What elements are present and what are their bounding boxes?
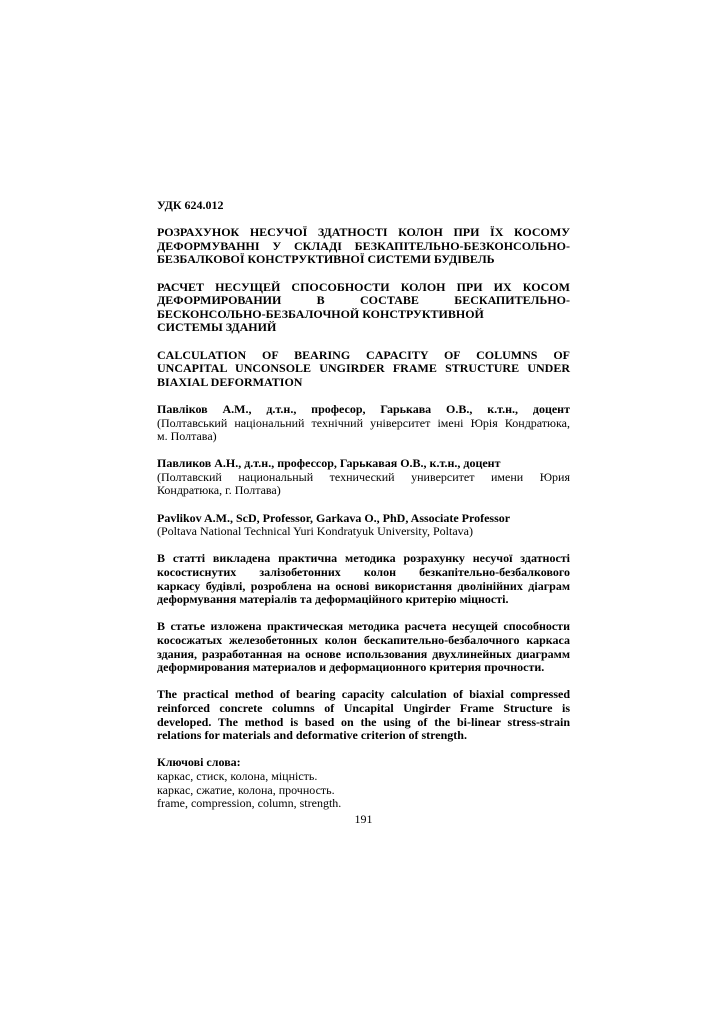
title-english-line: CALCULATION OF BEARING CAPACITY OF COLUMNS OF bbox=[157, 347, 570, 362]
keywords-russian: каркас, сжатие, колона, прочность. bbox=[157, 782, 335, 797]
title-russian-line: ДЕФОРМИРОВАНИИ В СОСТАВЕ БЕСКАПИТЕЛЬНО- bbox=[157, 293, 570, 308]
abstract-english-line: relations for materials and deformative criterion of strength. bbox=[157, 728, 467, 743]
udc-line: УДК 624.012 bbox=[157, 198, 224, 212]
keywords-block bbox=[157, 756, 570, 810]
abstract-ukrainian-line: деформування матеріалів та деформаційного критерію міцності. bbox=[157, 592, 509, 607]
authors-english-names: Pavlikov A.M., ScD, Professor, Garkava O., PhD, Associate Professor bbox=[157, 510, 511, 525]
abstract-ukrainian bbox=[157, 552, 570, 606]
authors-russian-affiliation: Кондратюка, г. Полтава) bbox=[157, 483, 281, 498]
keywords-ukrainian: каркас, стиск, колона, міцність. bbox=[157, 768, 318, 783]
title-ukrainian bbox=[157, 226, 570, 267]
abstract-ukrainian-line: косостиснутих залізобетонних колон безкапітельно-безбалкового bbox=[157, 565, 570, 580]
title-russian-line: РАСЧЕТ НЕСУЩЕЙ СПОСОБНОСТИ КОЛОН ПРИ ИХ КОСОМ bbox=[157, 279, 570, 294]
abstract-english-line: reinforced concrete columns of Uncapital Ungirder Frame Structure is bbox=[157, 700, 570, 715]
authors-ukrainian-affiliation: (Полтавський національний технічний університет імені Юрія Кондратюка, bbox=[157, 415, 570, 430]
page-number: 191 bbox=[354, 811, 373, 826]
title-ukrainian-line: ДЕФОРМУВАННІ У СКЛАДІ БЕЗКАПІТЕЛЬНО-БЕЗКОНСОЛЬНО- bbox=[157, 238, 570, 253]
abstract-english-line: developed. The method is based on the using of the bi-linear stress-strain bbox=[157, 714, 570, 729]
authors-ukrainian bbox=[157, 403, 570, 444]
keywords-heading: Ключові слова: bbox=[157, 755, 241, 770]
title-english-line: BIAXIAL DEFORMATION bbox=[157, 374, 303, 389]
abstract-ukrainian-line: каркасу будівлі, розроблена на основі використання дволінійних діаграм bbox=[157, 578, 570, 593]
abstract-english-line: The practical method of bearing capacity calculation of biaxial compressed bbox=[157, 687, 570, 702]
authors-russian-affiliation: (Полтавский национальный технический университет имени Юрия bbox=[157, 469, 570, 484]
authors-english-affiliation: (Poltava National Technical Yuri Kondratyuk University, Poltava) bbox=[157, 524, 473, 539]
udc-code bbox=[157, 199, 570, 213]
authors-ukrainian-affiliation: м. Полтава) bbox=[157, 429, 217, 444]
abstract-ukrainian-line: В статті викладена практична методика розрахунку несучої здатності bbox=[157, 551, 570, 566]
title-ukrainian-line: РОЗРАХУНОК НЕСУЧОЇ ЗДАТНОСТІ КОЛОН ПРИ ЇХ КОСОМУ bbox=[157, 225, 570, 240]
abstract-english bbox=[157, 688, 570, 742]
keywords-english: frame, compression, column, strength. bbox=[157, 796, 342, 811]
abstract-russian-line: В статье изложена практическая методика расчета несущей способности bbox=[157, 619, 570, 634]
authors-russian-names: Павликов А.Н., д.т.н., профессор, Гарькавая О.В., к.т.н., доцент bbox=[157, 456, 501, 471]
abstract-russian-line: деформирования материалов и деформационного критерия прочности. bbox=[157, 660, 545, 675]
title-russian-line: БЕСКОНСОЛЬНО-БЕЗБАЛОЧНОЙ КОНСТРУКТИВНОЙ bbox=[157, 306, 484, 321]
authors-ukrainian-names: Павліков А.М., д.т.н., професор, Гарькава О.В., к.т.н., доцент bbox=[157, 401, 570, 416]
page-content bbox=[157, 199, 570, 826]
abstract-russian bbox=[157, 620, 570, 674]
title-english bbox=[157, 349, 570, 390]
title-ukrainian-line: БЕЗБАЛКОВОЇ КОНСТРУКТИВНОЇ СИСТЕМИ БУДІВЕЛЬ bbox=[157, 252, 495, 267]
authors-english bbox=[157, 512, 570, 539]
title-english-line: UNCAPITAL UNCONSOLE UNGIRDER FRAME STRUCTURE UNDER bbox=[157, 361, 570, 376]
title-russian-line: СИСТЕМЫ ЗДАНИЙ bbox=[157, 320, 277, 335]
authors-russian bbox=[157, 457, 570, 498]
title-russian bbox=[157, 281, 570, 335]
abstract-russian-line: кососжатых железобетонных колон бескапительно-безбалочного каркаса bbox=[157, 633, 570, 647]
abstract-russian-line: здания, разработанная на основе использования двухлинейных диаграмм bbox=[157, 646, 570, 661]
